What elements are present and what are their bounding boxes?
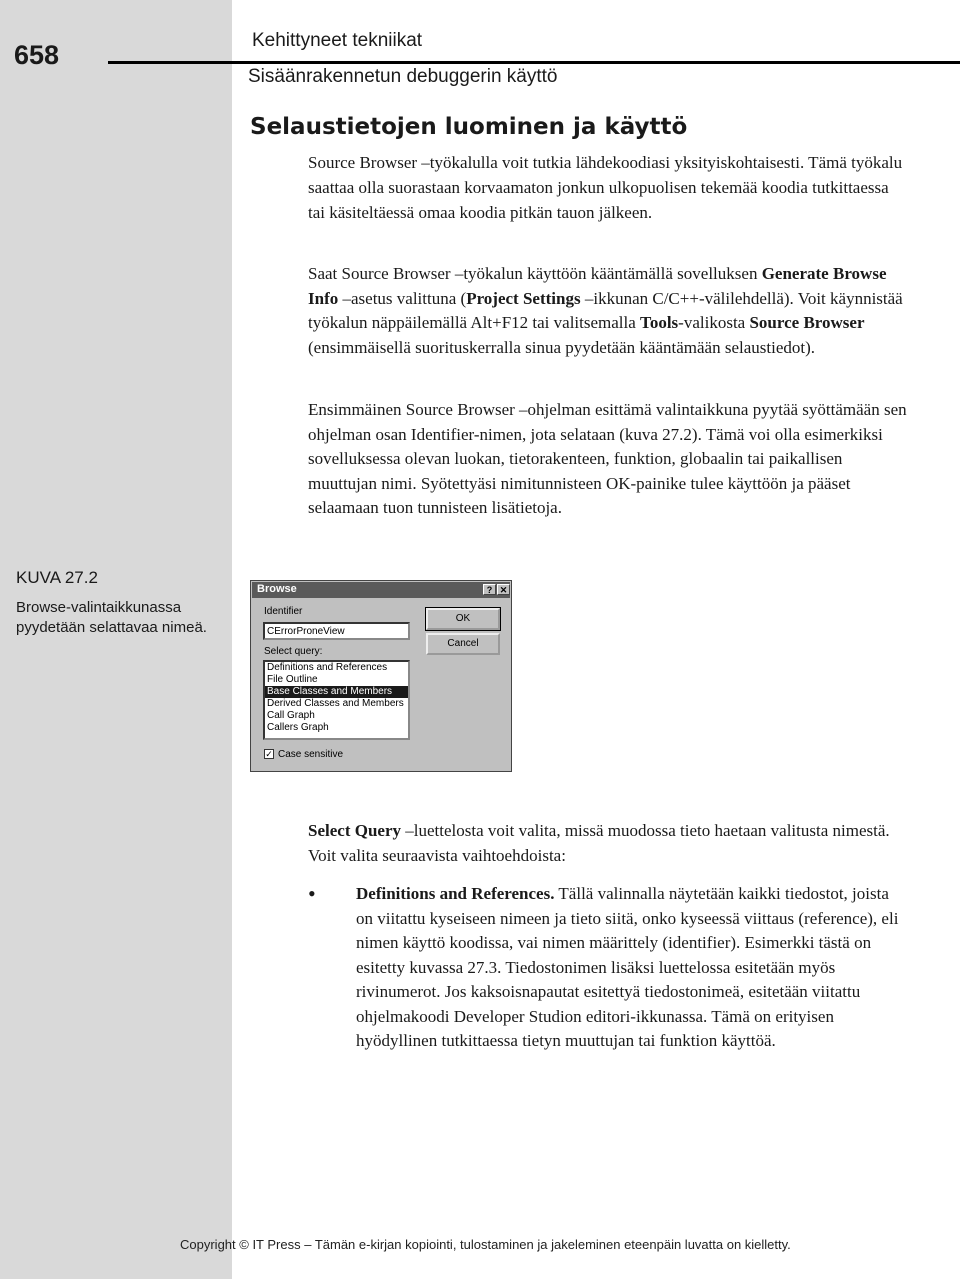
list-item[interactable]: Base Classes and Members (265, 686, 408, 698)
cancel-button[interactable]: Cancel (426, 633, 500, 655)
margin-band (0, 0, 232, 1279)
identifier-label: Identifier (264, 606, 303, 617)
paragraph-identifier: Ensimmäinen Source Browser –ohjelman esittämä valintaikkuna pyytää syöttämään sen ohjelman osan Identifier-nimen, jota selataan (kuva 27.2). Tämä voi olla esimerkiksi sovelluksessa olevan luokan, tietorakenteen, funktion, globaalin tai paikallisen muuttujan nimi. Syötettyäsi nimitunnisteen OK-painike tulee käyttöön ja pääset selaamaan tuon tunnisteen lisätietoja. (308, 400, 907, 517)
header-rule (108, 61, 960, 64)
bullet-icon: • (308, 881, 316, 906)
browse-dialog (250, 580, 512, 772)
term-tools: Tools (640, 313, 679, 332)
term-definitions-references: Definitions and References. (356, 884, 555, 903)
copyright-footer: Copyright © IT Press – Tämän e-kirjan kopiointi, tulostaminen ja jakeleminen eteenpäin luvatta on kielletty. (180, 1237, 791, 1252)
text-run: (ensimmäisellä suorituskerralla sinua pyydetään kääntämään selaustiedot). (308, 337, 815, 357)
paragraph-select-query (308, 819, 908, 868)
figure-label: KUVA 27.2 (16, 568, 98, 587)
paragraph-intro: Source Browser –työkalulla voit tutkia lähdekoodiasi yksityiskohtaisesti. Tämä työkalu saattaa olla suorastaan korvaamaton jonkun ulkopuolisen tekemää koodia tutkittaessa tai käsiteltäessä omaa koodia pitkän tauon jälkeen. (308, 153, 903, 222)
case-sensitive-checkbox[interactable]: ✓ (265, 749, 273, 759)
figure-caption: Browse-valintaikkunassa pyydetään selattavaa nimeä. (16, 599, 207, 636)
text-run: –asetus valittuna ( (338, 288, 467, 308)
term-project-settings: Project Settings (466, 288, 581, 308)
text-run: –ikkunan C/C++-välilehdellä). Voit käynnistää työkalun näppäilemällä Alt+F12 tai valitsemalla (308, 288, 903, 332)
ok-button[interactable]: OK (426, 608, 500, 630)
section-heading: Selaustietojen luominen ja käyttö (250, 114, 688, 140)
term-select-query: Select Query (308, 821, 401, 840)
case-sensitive-label[interactable]: Case sensitive (278, 749, 344, 760)
select-query-label: Select query: (264, 646, 323, 657)
close-icon[interactable]: ✕ (497, 584, 510, 595)
text-run: Saat Source Browser –työkalun käyttöön kääntämällä sovelluksen (308, 264, 762, 283)
paragraph-enable-browse (308, 262, 908, 360)
dialog-titlebar (252, 582, 510, 598)
bullet-text (356, 882, 908, 1054)
term-source-browser: Source Browser (749, 313, 865, 332)
page-number: 658 (14, 40, 60, 70)
text-run: Tällä valinnalla näytetään kaikki tiedostot, joista on viitattu kyseiseen nimeen ja tieto siitä, onko kyseessä viittaus (reference), eli nimen käyttö koodissa, vai nimen määrittely (identifier). Esimerkki tästä on esitetty kuvassa 27.3. Tiedostonimen lisäksi luettelossa esitetään myös rivinumerot. Jos kaksoisnapautat esitettyä tiedostonimeä, esitetään viitattu ohjelmakoodi Developer Studion editori-ikkunassa. Tämä on erityisen hyödyllinen tutkittaessa tietyn muuttujan tai funktion käyttöä. (356, 884, 899, 1050)
chapter-title: Kehittyneet tekniikat (252, 30, 423, 51)
list-item[interactable]: File Outline (267, 674, 318, 685)
select-query-list[interactable] (263, 660, 410, 740)
help-button[interactable]: ? (483, 584, 496, 595)
text-run: -valikosta (678, 313, 750, 332)
list-item[interactable]: Callers Graph (267, 722, 329, 733)
term-generate-browse-info: Generate Browse Info (308, 264, 887, 308)
section-title: Sisäänrakennetun debuggerin käyttö (248, 66, 558, 87)
list-item[interactable]: Definitions and References (267, 662, 388, 673)
dialog-title: Browse (257, 583, 297, 595)
list-item[interactable]: Derived Classes and Members (267, 698, 404, 709)
identifier-input[interactable] (263, 622, 410, 640)
list-item[interactable]: Call Graph (267, 710, 315, 721)
text-run: –luettelosta voit valita, missä muodossa tieto haetaan valitusta nimestä. Voit valita seuraavista vaihtoehdoista: (308, 821, 890, 865)
bullet-definitions (308, 882, 908, 1054)
